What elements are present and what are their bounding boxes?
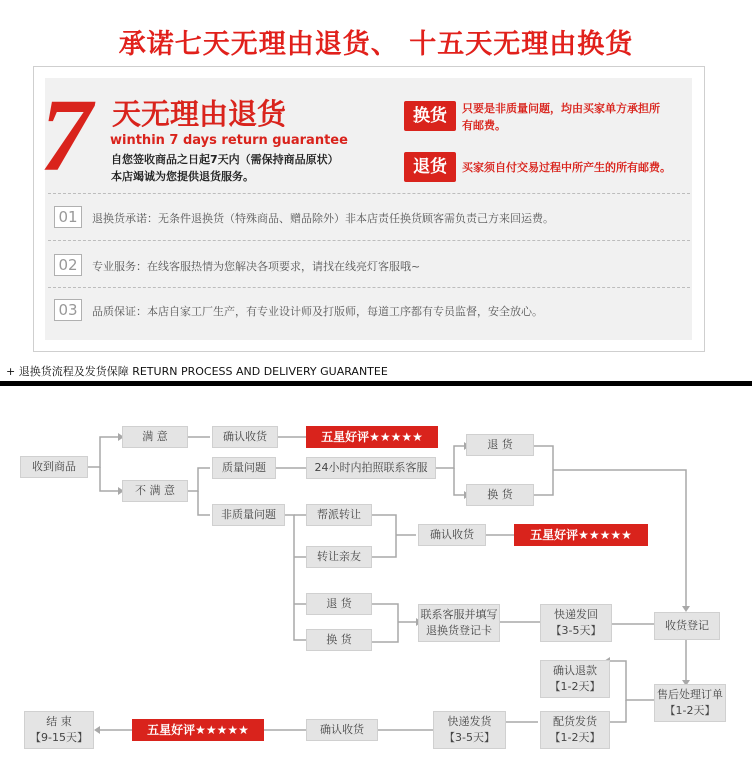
exchange-box: 换 货 bbox=[466, 484, 534, 506]
receive-box: 收到商品 bbox=[20, 456, 88, 478]
end-box: 结 束 【9-15天】 bbox=[24, 711, 94, 749]
rule-number: 02 bbox=[54, 254, 82, 276]
return-line-2: 本店竭诚为您提供退货服务。 bbox=[111, 170, 254, 183]
satisfied-box: 满 意 bbox=[122, 426, 188, 448]
forward-box: 帮派转让 bbox=[306, 504, 372, 526]
exchange-text: 只要是非质量问题，均由买家单方承担所 bbox=[462, 102, 660, 115]
five-star-badge-2: 五星好评★★★★★ bbox=[514, 524, 648, 546]
return-english: winthin 7 days return guarantee bbox=[110, 133, 348, 148]
unsatisfied-box: 不 满 意 bbox=[122, 480, 188, 502]
rule-number: 01 bbox=[54, 206, 82, 228]
exchange-tag: 换货 bbox=[404, 101, 456, 131]
return-tag: 退货 bbox=[404, 152, 456, 182]
receipt-register-box: 收货登记 bbox=[654, 612, 720, 640]
seven-numeral: 7 bbox=[40, 78, 92, 193]
return-line-1: 自您签收商品之日起7天内（需保持商品原状） bbox=[111, 153, 339, 166]
return-box: 退 货 bbox=[466, 434, 534, 456]
express-return-box: 快递发回 【3-5天】 bbox=[540, 604, 612, 642]
ship-box: 配货发货 【1-2天】 bbox=[540, 711, 610, 749]
page-header: 承诺七天无理由退货、 十五天无理由换货 bbox=[118, 29, 634, 60]
return-text: 买家须自付交易过程中所产生的所有邮费。 bbox=[462, 161, 671, 174]
return-title: 天无理由退货 bbox=[112, 97, 287, 131]
exchange-box-2: 换 货 bbox=[306, 629, 372, 651]
contact-service-box: 联系客服并填写 退换货登记卡 bbox=[418, 604, 500, 642]
photo-contact-box: 24小时内拍照联系客服 bbox=[306, 457, 436, 479]
confirm-receipt-box: 确认收货 bbox=[212, 426, 278, 448]
after-sales-box: 售后处理订单 【1-2天】 bbox=[654, 684, 726, 722]
confirm-refund-box: 确认退款 【1-2天】 bbox=[540, 660, 610, 698]
rule-text: 退换货承诺：无条件退换货（特殊商品、赠品除外）非本店责任换货顾客需负责己方来回运费。 bbox=[92, 212, 554, 225]
rule-text: 专业服务：在线客服热情为您解决各项要求，请找在线亮灯客服哦~ bbox=[92, 260, 421, 273]
return-box-2: 退 货 bbox=[306, 593, 372, 615]
section-heading: + 退换货流程及发货保障 RETURN PROCESS AND DELIVERY GUARANTEE bbox=[6, 365, 388, 378]
non-quality-box: 非质量问题 bbox=[212, 504, 285, 526]
confirm-receipt-box-3: 确认收货 bbox=[306, 719, 378, 741]
five-star-badge-3: 五星好评★★★★★ bbox=[132, 719, 264, 741]
rule-text: 品质保证：本店自家工厂生产，有专业设计师及打版师，每道工序都有专员监督，安全放心。 bbox=[92, 305, 543, 318]
confirm-receipt-box-2: 确认收货 bbox=[418, 524, 486, 546]
rule-number: 03 bbox=[54, 299, 82, 321]
five-star-badge: 五星好评★★★★★ bbox=[306, 426, 438, 448]
quality-issue-box: 质量问题 bbox=[212, 457, 276, 479]
express-ship-box: 快递发货 【3-5天】 bbox=[433, 711, 506, 749]
transfer-box: 转让亲友 bbox=[306, 546, 372, 568]
exchange-text-2: 有邮费。 bbox=[462, 119, 506, 132]
